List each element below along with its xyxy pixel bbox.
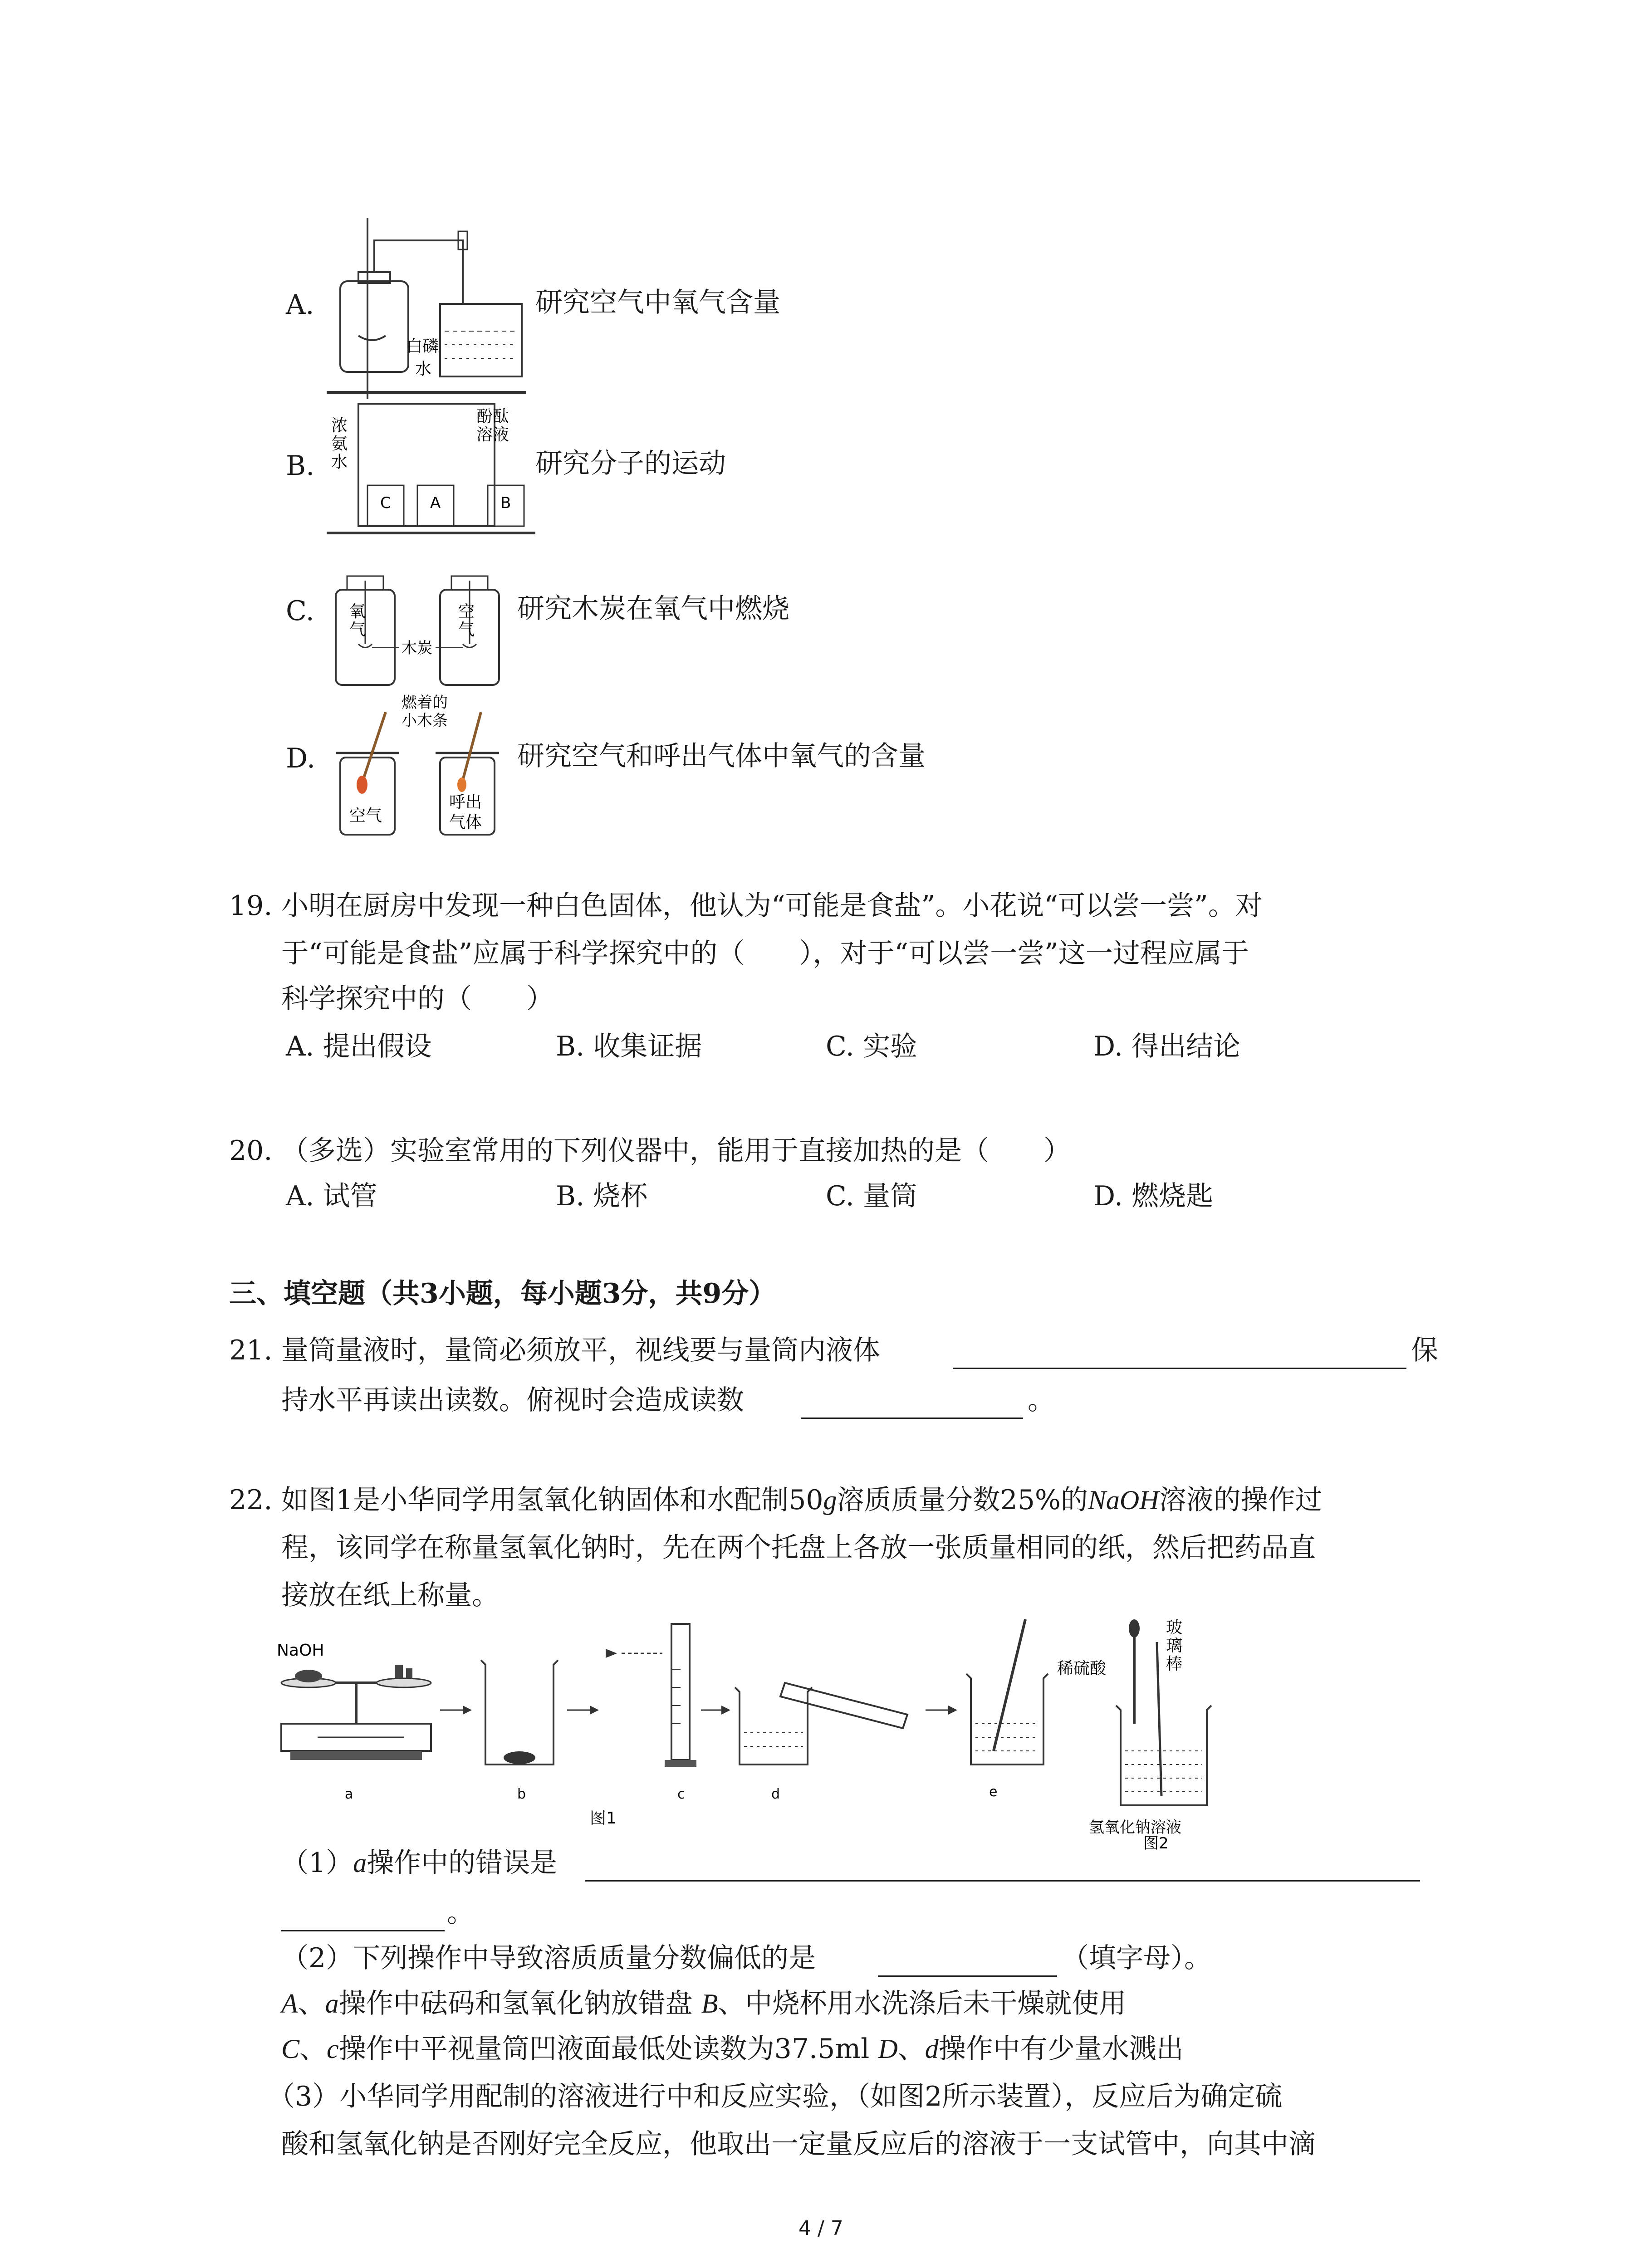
q19-number: 19. [229, 890, 273, 922]
q22-part-2-hint: （填字母）。 [1062, 1942, 1211, 1974]
svg-text:气体: 气体 [449, 813, 482, 832]
svg-text:C: C [380, 494, 391, 512]
svg-text:图2: 图2 [1143, 1834, 1169, 1851]
q22-line-2: 程，该同学在称量氢氧化钠时，先在两个托盘上各放一张质量相同的纸，然后把药品直 [281, 1532, 1316, 1564]
svg-text:浓: 浓 [331, 416, 348, 435]
q22-part-3-line-2: 酸和氢氧化钠是否刚好完全反应，他取出一定量反应后的溶液于一支试管中，向其中滴 [281, 2128, 1316, 2160]
svg-text:d: d [771, 1786, 780, 1802]
svg-text:气: 气 [458, 621, 475, 639]
q19-option-a: A. 提出假设 [286, 1031, 432, 1062]
svg-text:a: a [345, 1786, 353, 1802]
q22-part-1-end: 。 [447, 1897, 474, 1929]
q19-option-b: B. 收集证据 [556, 1031, 702, 1062]
svg-text:小木条: 小木条 [402, 712, 448, 730]
q20-option-a: A. 试管 [286, 1180, 377, 1212]
label-water: 水 [415, 360, 432, 378]
svg-text:NaOH: NaOH [277, 1641, 324, 1660]
svg-text:呼出: 呼出 [449, 793, 482, 811]
q22-number: 22. [229, 1484, 273, 1516]
q21-line-2b: 。 [1028, 1384, 1055, 1416]
svg-text:氢氧化钠溶液: 氢氧化钠溶液 [1089, 1818, 1181, 1837]
q21-line-2a: 持水平再读出读数。俯视时会造成读数 [281, 1384, 744, 1416]
q19-line-2: 于“可能是食盐”应属于科学探究中的（ ），对于“可以尝一尝”这一过程应属于 [281, 938, 1249, 969]
q19-line-3: 科学探究中的（ ） [281, 983, 554, 1015]
svg-text:c: c [677, 1786, 685, 1802]
svg-text:棒: 棒 [1166, 1655, 1183, 1673]
fig2-titration [1057, 1618, 1211, 1851]
q21-blank-1[interactable] [953, 1340, 1406, 1369]
q18-option-d-letter: D. [286, 743, 316, 774]
q18-figure-c [327, 567, 517, 689]
fig-c-cylinder [606, 1624, 696, 1802]
q22-options-ab: A、a操作中砝码和氢氧化钠放错盘 B、中烧杯用水洗涤后未干燥就使用 [281, 1988, 1127, 2019]
svg-text:空气: 空气 [349, 807, 382, 825]
q18-option-a-desc: 研究空气中氧气含量 [535, 287, 780, 318]
svg-text:稀硫酸: 稀硫酸 [1057, 1659, 1107, 1678]
q22-line-3: 接放在纸上称量。 [281, 1579, 499, 1611]
q21-blank-2[interactable] [801, 1390, 1023, 1419]
q21-number: 21. [229, 1334, 273, 1366]
q19-line-1: 小明在厨房中发现一种白色固体，他认为“可能是食盐”。小花说“可以尝一尝”。对 [281, 890, 1263, 922]
svg-text:b: b [517, 1786, 526, 1802]
section-3-title: 三、填空题（共3小题，每小题3分，共9分） [229, 1278, 776, 1310]
q18-option-c-desc: 研究木炭在氧气中燃烧 [517, 593, 789, 625]
svg-text:e: e [989, 1784, 998, 1800]
q22-part-1-blank[interactable] [585, 1853, 1420, 1882]
q22-part-1-blank-cont[interactable] [281, 1903, 445, 1931]
q22-line-1: 如图1是小华同学用氢氧化钠固体和水配制50g溶质质量分数25%的NaOH溶液的操作过 [281, 1484, 1323, 1516]
q22-options-cd: C、c操作中平视量筒凹液面最低处读数为37.5ml D、d操作中有少量水溅出 [281, 2033, 1184, 2065]
fig-d-pouring [735, 1683, 907, 1802]
svg-text:水: 水 [331, 453, 348, 471]
q22-part-1: （1）a操作中的错误是 [281, 1847, 558, 1879]
label-white-phosphorus: 白磷 [406, 337, 439, 356]
svg-text:燃着的: 燃着的 [402, 694, 448, 712]
svg-text:溶液: 溶液 [476, 425, 509, 444]
svg-text:B: B [500, 494, 511, 512]
q21-line-1a: 量筒量液时，量筒必须放平，视线要与量筒内液体 [281, 1334, 880, 1366]
page-number: 4 / 7 [798, 2217, 843, 2240]
svg-text:璃: 璃 [1166, 1637, 1183, 1655]
q18-figure-d [327, 689, 517, 839]
q18-figure-b [327, 395, 535, 544]
q18-option-a-letter: A. [286, 289, 314, 321]
fig-b-beaker [481, 1660, 558, 1802]
svg-text:气: 气 [349, 621, 366, 639]
q22-figures [272, 1615, 1270, 1851]
q20-line-1: （多选）实验室常用的下列仪器中，能用于直接加热的是（ ） [281, 1135, 1071, 1167]
svg-text:氨: 氨 [331, 435, 348, 453]
q18-option-b-letter: B. [286, 450, 315, 482]
q20-option-c: C. 量筒 [826, 1180, 917, 1212]
q20-option-d: D. 燃烧匙 [1093, 1180, 1214, 1212]
q21-line-1b: 保 [1411, 1334, 1438, 1366]
q18-option-b-desc: 研究分子的运动 [535, 448, 726, 479]
q20-option-b: B. 烧杯 [556, 1180, 648, 1212]
svg-text:木炭: 木炭 [402, 639, 432, 657]
q18-option-d-desc: 研究空气和呼出气体中氧气的含量 [517, 740, 926, 772]
q18-figure-a [327, 213, 526, 404]
svg-text:空: 空 [458, 602, 475, 621]
fig-e-stirring [966, 1619, 1048, 1800]
svg-text:酚酞: 酚酞 [476, 407, 509, 426]
fig1-caption: 图1 [590, 1809, 617, 1828]
svg-text:A: A [430, 494, 441, 512]
q19-option-c: C. 实验 [826, 1031, 917, 1062]
q22-part-2: （2）下列操作中导致溶质质量分数偏低的是 [281, 1942, 816, 1974]
q22-part-3-line-1: （3）小华同学用配制的溶液进行中和反应实验，（如图2所示装置），反应后为确定硫 [268, 2081, 1283, 2112]
svg-text:氧: 氧 [349, 602, 366, 621]
q18-option-c-letter: C. [286, 595, 314, 627]
svg-text:玻: 玻 [1166, 1618, 1183, 1637]
fig-a-balance [277, 1641, 431, 1802]
q22-part-2-blank[interactable] [878, 1948, 1057, 1977]
q19-option-d: D. 得出结论 [1093, 1031, 1241, 1062]
q20-number: 20. [229, 1135, 273, 1167]
